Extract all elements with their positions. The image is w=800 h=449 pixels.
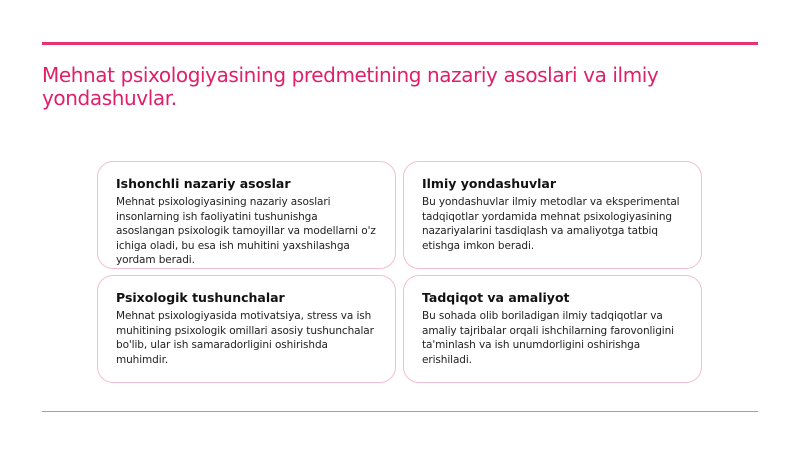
- card-text: Bu sohada olib boriladigan ilmiy tadqiqotlar va amaliy tajribalar orqali ishchilarning farovonligini ta'minlash va ish unumdorligini oshirishga erishiladi.: [422, 310, 674, 366]
- top-accent-rule: [42, 42, 758, 45]
- card-title: Ishonchli nazariy asoslar: [116, 176, 291, 191]
- card-text: Mehnat psixologiyasida motivatsiya, stress va ish muhitining psixologik omillari asosiy tushunchalar bo'lib, ular ish samaradorligini oshirishda muhimdir.: [116, 310, 374, 366]
- card-reliable-theoretical-foundations: [97, 161, 396, 269]
- bottom-rule: [42, 411, 758, 412]
- card-research-and-practice: [403, 275, 702, 383]
- card-psychological-concepts: [97, 275, 396, 383]
- card-text: Bu yondashuvlar ilmiy metodlar va eksperimental tadqiqotlar yordamida mehnat psixologiyasining nazariyalarini tasdiqlash va amaliyotga tatbiq etishga imkon beradi.: [422, 196, 680, 252]
- card-title: Psixologik tushunchalar: [116, 290, 285, 305]
- slide-title: Mehnat psixologiyasining predmetining nazariy asoslari va ilmiy yondashuvlar.: [42, 63, 659, 110]
- card-title: Ilmiy yondashuvlar: [422, 176, 557, 191]
- card-scientific-approaches: [403, 161, 702, 269]
- card-title: Tadqiqot va amaliyot: [422, 290, 570, 305]
- card-text: Mehnat psixologiyasining nazariy asoslari insonlarning ish faoliyatini tushunishga asoslangan psixologik tamoyillar va modellarni o'z ichiga oladi, bu esa ish muhitini yaxshilashga yordam beradi.: [116, 196, 376, 266]
